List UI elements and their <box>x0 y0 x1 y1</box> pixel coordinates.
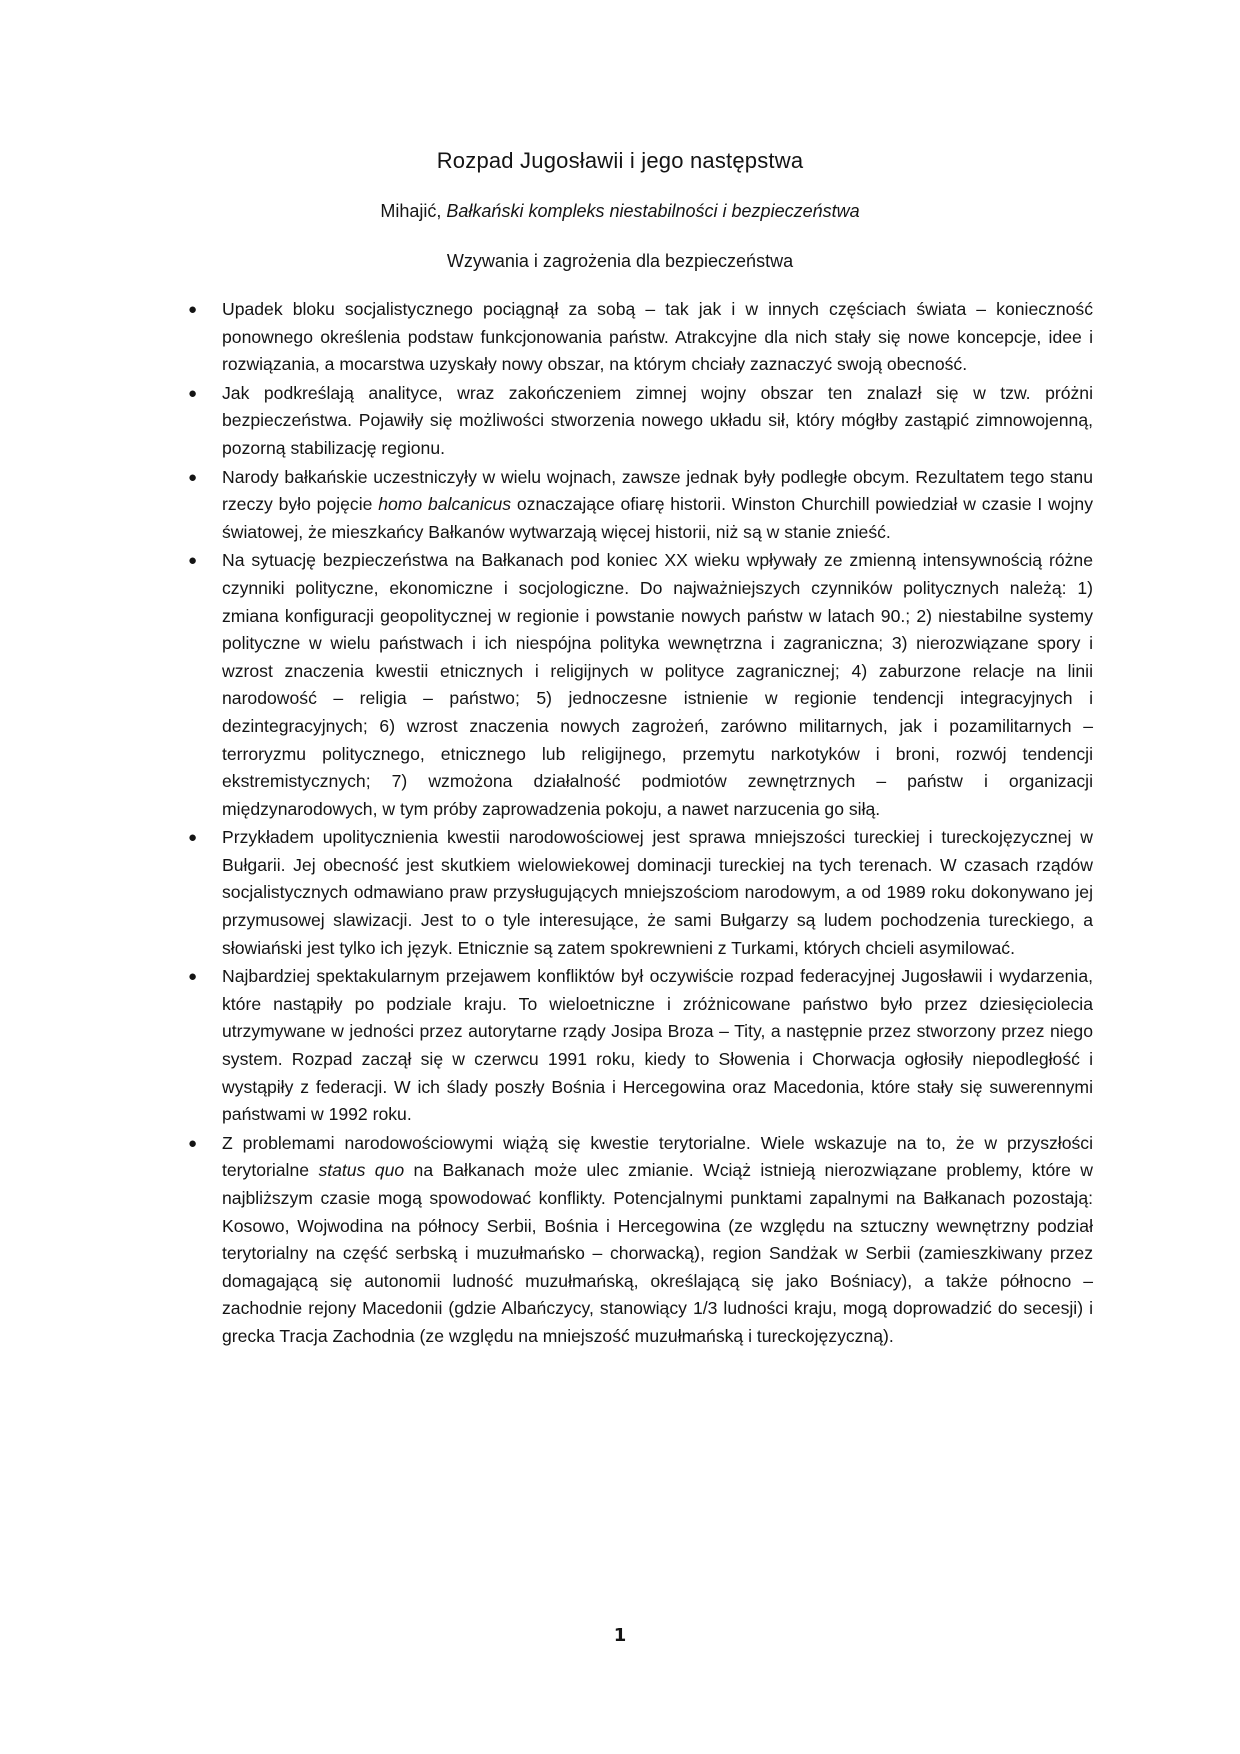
bullet-icon: ● <box>188 552 198 570</box>
subtitle-author: Mihajić, <box>380 201 447 221</box>
bullet-icon: ● <box>188 301 198 318</box>
bullet-text-after: na Bałkanach może ulec zmianie. Wciąż istnieją nierozwiązane problemy, które w najbliższym czasie mogą spowodować konflikty. Potencjalnymi punktami zapalnymi na Bałkanach pozostają: Kosowo, Wojwodina na północy Serbii, Bośnia i Hercegowina (ze względu na sztuczny wewnętrzny podział terytorialny na część serbską i muzułmańsko – chorwacką), region Sandżak w Serbii (zamieszkiwany przez domagającą się autonomii ludność muzułmańską, określającą się jako Bośniacy), a także północno – zachodnie rejony Macedonii (gdzie Albańczycy, stanowiący 1/3 ludności kraju, mogą doprowadzić do secesji) i grecka Tracja Zachodnia (ze względu na mniejszość muzułmańską i tureckojęzyczną). <box>222 1160 1093 1346</box>
bullet-item <box>188 963 1093 1129</box>
bullet-icon: ● <box>188 968 198 986</box>
page-number: 1 <box>613 1625 627 1646</box>
bullet-text: Przykładem upolitycznienia kwestii narodowościowej jest sprawa mniejszości tureckiej i tureckojęzycznej w Bułgarii. Jej obecność jest skutkiem wielowiekowej dominacji tureckiej na tych terenach. W czasach rządów socjalistycznych odmawiano praw przysługujących mniejszościom narodowym, a od 1989 roku dokonywano jej przymusowej slawizacji. Jest to o tyle interesujące, że sami Bułgarzy są ludem pochodzenia tureckiego, a słowiański jest tylko ich język. Etnicznie są zatem spokrewnieni z Turkami, których chcieli asymilować. <box>222 827 1093 958</box>
bullet-text-before: Z problemami narodowościowymi wiążą się kwestie terytorialne. Wiele wskazuje na to, że w przyszłości terytorialne <box>222 1132 1093 1181</box>
bullet-text: Na sytuację bezpieczeństwa na Bałkanach pod koniec XX wieku wpływały ze zmienną intensywnością różne czynniki polityczne, ekonomiczne i socjologiczne. Do najważniejszych czynników politycznych należą: 1) zmiana konfiguracji geopolitycznej w regionie i powstanie nowych państw w latach 90.; 2) niestabilne systemy polityczne w wielu państwach i ich niespójna polityka wewnętrzna i zagraniczna; 3) nierozwiązane spory i wzrost znaczenia kwestii etnicznych i religijnych w polityce zagranicznej; 4) zaburzone relacje na linii narodowość – religia – państwo; 5) jednoczesne istnienie w regionie tendencji integracyjnych i dezintegracyjnych; 6) wzrost znaczenia nowych zagrożeń, zarówno militarnych, jak i pozamilitarnych – terroryzmu politycznego, etnicznego lub religijnego, przemytu narkotyków i broni, rozwój tendencji ekstremistycznych; 7) wzmożona działalność podmiotów zewnętrznych – państw i organizacji międzynarodowych, w tym próby zaprowadzenia pokoju, a nawet narzucenia go siłą. <box>222 550 1093 819</box>
bullet-text-emphasis: homo balcanicus <box>378 494 512 515</box>
bullet-item <box>188 824 1093 962</box>
bullet-text-emphasis: status quo <box>318 1160 405 1181</box>
bullet-item <box>188 1130 1093 1351</box>
bullet-icon: ● <box>188 1134 198 1152</box>
bullet-text-after: oznaczające ofiarę historii. Winston Churchill powiedział w czasie I wojny światowej, że mieszkańcy Bałkanów wytwarzają więcej historii, niż są w stanie znieść. <box>222 494 1093 542</box>
document-subtitle <box>0 201 1240 222</box>
bullet-icon: ● <box>188 384 198 402</box>
bullet-icon: ● <box>188 829 198 847</box>
bullet-icon: ● <box>188 468 198 486</box>
bullet-list <box>188 296 1093 1352</box>
bullet-text: Jak podkreślają analityce, wraz zakończeniem zimnej wojny obszar ten znalazł się w tzw. próżni bezpieczeństwa. Pojawiły się możliwości stworzenia nowego układu sił, który mógłby zastąpić zimnowojenną, pozorną stabilizację regionu. <box>222 382 1093 458</box>
bullet-text-before: Narody bałkańskie uczestniczyły w wielu wojnach, zawsze jednak były podległe obcym. Rezultatem tego stanu rzeczy było pojęcie <box>222 466 1093 515</box>
document-title: Rozpad Jugosławii i jego następstwa <box>436 148 804 173</box>
bullet-item <box>188 296 1093 379</box>
section-heading: Wzywania i zagrożenia dla bezpieczeństwa <box>446 251 794 271</box>
bullet-item <box>188 380 1093 463</box>
bullet-text: Najbardziej spektakularnym przejawem konfliktów był oczywiście rozpad federacyjnej Jugosławii i wydarzenia, które nastąpiły po podziale kraju. To wieloetniczne i zróżnicowane państwo było przez dziesięciolecia utrzymywane w jedności przez autorytarne rządy Josipa Broza – Tity, a następnie przez stworzony przez niego system. Rozpad zaczął się w czerwcu 1991 roku, kiedy to Słowenia i Chorwacja ogłosiły niepodległość i wystąpiły z federacji. W ich ślady poszły Bośnia i Hercegowina oraz Macedonia, które stały się suwerennymi państwami w 1992 roku. <box>222 966 1093 1125</box>
subtitle-work-title: Bałkański kompleks niestabilności i bezpieczeństwa <box>446 201 860 221</box>
bullet-item <box>188 547 1093 823</box>
bullet-item <box>188 464 1093 547</box>
bullet-text: Upadek bloku socjalistycznego pociągnął za sobą – tak jak i w innych częściach świata – konieczność ponownego określenia podstaw funkcjonowania państw. Atrakcyjne dla nich stały się nowe koncepcje, idee i rozwiązania, a mocarstwa uzyskały nowy obszar, na którym chciały zaznaczyć swoją obecność. <box>222 299 1093 375</box>
